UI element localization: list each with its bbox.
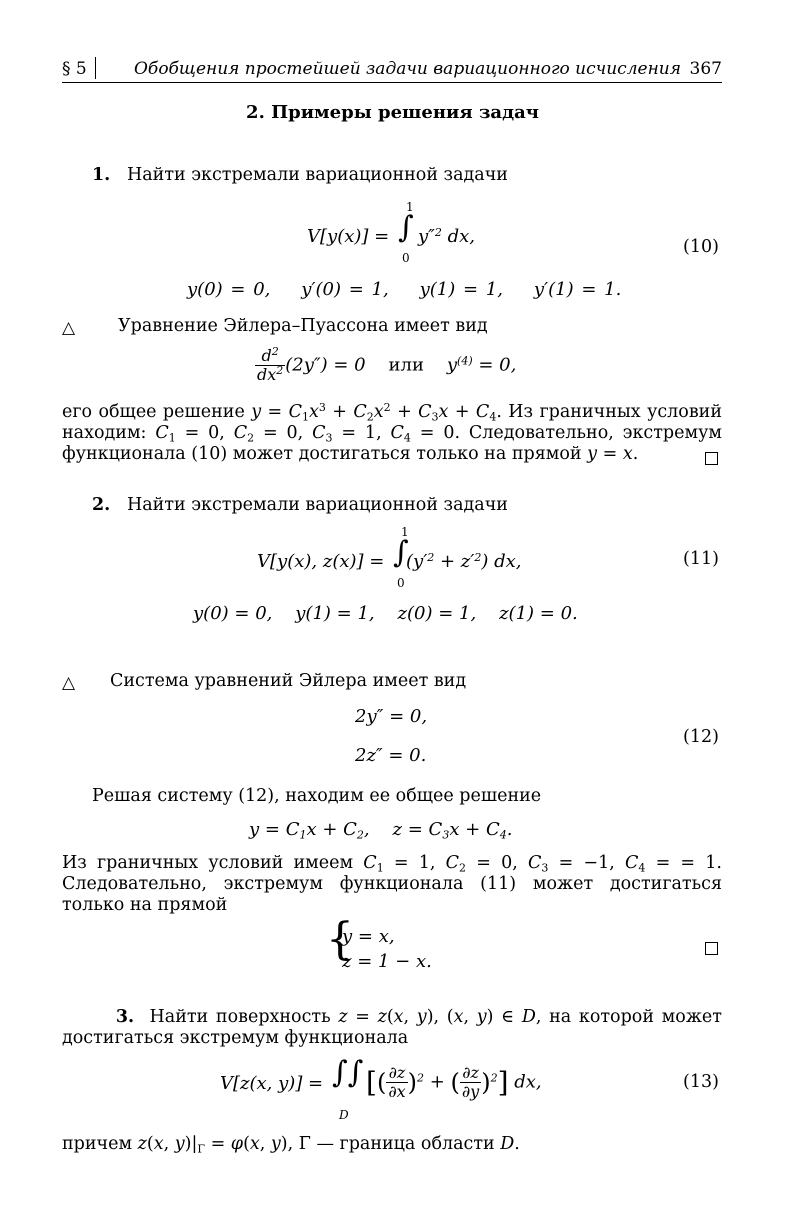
problem3-closing: причем z(x, $y)|_\Gamma = \varphi(x$, y), Γ — граница области D. [62,1134,520,1156]
solution-triangle-icon: △ [62,318,76,338]
eq11-integral: ∫ 1 0 [393,525,409,590]
para1-text: его общее решение [62,402,245,422]
eq10-number: (10) [683,237,719,257]
header-section: § 5 [62,59,87,79]
eq11-lhs: V[y(x), z(x)] = [257,551,385,572]
problem2-statement [92,497,508,515]
para2-text: . Из граничных условий находим: [62,402,723,443]
header-rule [62,82,722,83]
problem3-text-b: , на которой может достигаться экстремум функционала [62,1007,722,1048]
eq13-integrand: [( $\frac{\partial z}{\partial x}$ )$^2$ + ( $\frac{\partial z}{\partial y}$ )$^2$] dx, [366,1063,542,1101]
problem2-solve-text: Решая систему (12), находим ее общее решение [92,786,542,806]
general-solution: $y = C_1x + C_2$, $z = C_3x + C_4$. [249,819,513,842]
eq12-number: (12) [683,727,719,747]
problem1-statement [92,167,508,185]
qed-icon [705,940,718,959]
eq12-line1: 2y″ = 0, [355,706,428,727]
problem3-number: 3. [115,1007,135,1027]
header-divider [95,57,96,79]
section-heading: 2. Примеры решения задач [246,102,539,123]
eq11-number: (11) [683,549,719,569]
eq10-integral: ∫ 1 0 [398,200,414,265]
problem1-number: 1. [92,165,111,185]
euler-poisson-eq: $\frac{d^2}{dx^2}$ (2y″) = 0 или $y^{(4)} = 0$, [257,344,517,384]
problem2-text: Найти экстремали вариационной задачи [126,495,508,515]
solution-triangle-icon: △ [62,673,76,693]
eq13-double-integral: ∫∫ D [332,1055,364,1122]
eq10-boundary: y(0) = 0, y′(0) = 1, y(1) = 1, y′(1) = 1. [187,279,622,300]
eq11-integrand: $(y'^2 + z'^2)$ dx, [406,550,522,572]
problem3-text-a: Найти поверхность [149,1007,331,1027]
problem1-text: Найти экстремали вариационной задачи [126,165,508,185]
bc-text-a: Из граничных условий имеем [62,853,354,873]
eq13-lhs: V[z(x, y)] = [220,1073,324,1094]
running-header [62,59,722,83]
eq11-boundary: y(0) = 0, y(1) = 1, z(0) = 1, z(1) = 0. [193,603,578,624]
problem2-solution-intro: Система уравнений Эйлера имеет вид [110,671,467,691]
or-word: или [388,354,424,376]
eq10-integrand: y″$^2$ dx, [418,225,476,247]
header-title: Обобщения простейшей задачи вариационного исчисления [134,59,681,79]
bc-text-b: . Следовательно, экстремум функционала (11) может достигаться только на прямой [62,853,722,915]
closing-a: причем [62,1134,133,1154]
qed-icon [705,450,718,469]
para3-text: . Следовательно, экстремум функционала (10) может достигаться только на прямой [62,423,722,464]
problem1-solution-intro: Уравнение Эйлера–Пуассона имеет вид [118,316,488,336]
problem2-number: 2. [92,495,111,515]
eq10-lhs: V[y(x)] = [307,226,390,247]
eq13-number: (13) [683,1072,719,1092]
eq12-line2: 2z″ = 0. [355,745,427,766]
page-number: 367 [689,59,722,79]
closing-b: — граница области [316,1134,495,1154]
problem1-paragraph: его общее решение $y = C_1x^3 + C_2x^2 + C_3x + C_4$. Из граничных условий находим: $C_1 = 0$, $C_2 = 0$, $C_3 = 1$, $C_4 = 0$. Следовательно, экстремум функционала (10) может достигаться только на прямой y = x. [62,400,723,464]
problem3-statement: 3. Найти поверхность z = z(x, y), (x, y) ∈ D, на которой может достигаться экстремум функционала [62,1007,722,1048]
problem2-paragraph: Из граничных условий имеем $C_1 = 1$, $C_2 = 0$, $C_3 = -1$, $C_4$ = = 1. Следовательно, экстремум функционала (11) может достигаться только на прямой [62,853,722,915]
